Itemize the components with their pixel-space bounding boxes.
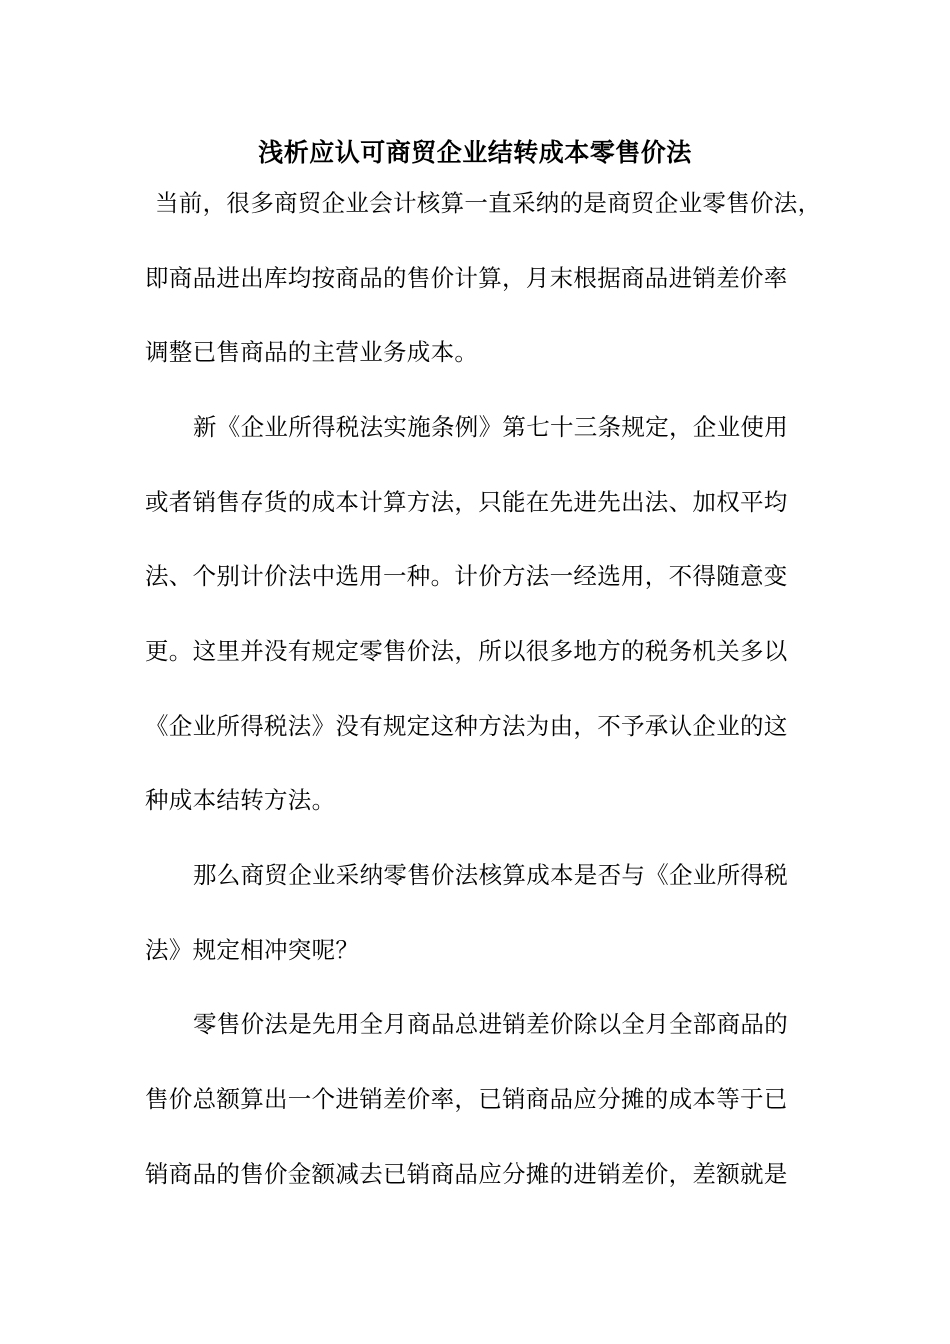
paragraph-line: 法》规定相冲突呢？ (145, 936, 360, 964)
paragraph-line: 即商品进出库均按商品的售价计算，月末根据商品进销差价率 (145, 264, 788, 292)
paragraph-line: 零售价法是先用全月商品总进销差价除以全月全部商品的 (193, 1010, 788, 1038)
paragraph-line: 当前，很多商贸企业会计核算一直采纳的是商贸企业零售价法， (155, 189, 822, 217)
paragraph-line: 售价总额算出一个进销差价率，已销商品应分摊的成本等于已 (145, 1085, 788, 1113)
paragraph-line: 种成本结转方法。 (145, 786, 336, 814)
paragraph-line: 《企业所得税法》没有规定这种方法为由，不予承认企业的这 (145, 712, 788, 740)
paragraph-line: 那么商贸企业采纳零售价法核算成本是否与《企业所得税 (193, 861, 788, 889)
paragraph-line: 更。这里并没有规定零售价法，所以很多地方的税务机关多以 (145, 637, 788, 665)
paragraph-line: 调整已售商品的主营业务成本。 (145, 338, 479, 366)
document-title: 浅析应认可商贸企业结转成本零售价法 (258, 138, 692, 167)
paragraph-line: 新《企业所得税法实施条例》第七十三条规定，企业使用 (193, 413, 788, 441)
paragraph-line: 法、个别计价法中选用一种。计价方法一经选用，不得随意变 (145, 562, 788, 590)
paragraph-line: 或者销售存货的成本计算方法，只能在先进先出法、加权平均 (145, 488, 788, 516)
paragraph-line: 销商品的售价金额减去已销商品应分摊的进销差价，差额就是 (145, 1160, 788, 1188)
